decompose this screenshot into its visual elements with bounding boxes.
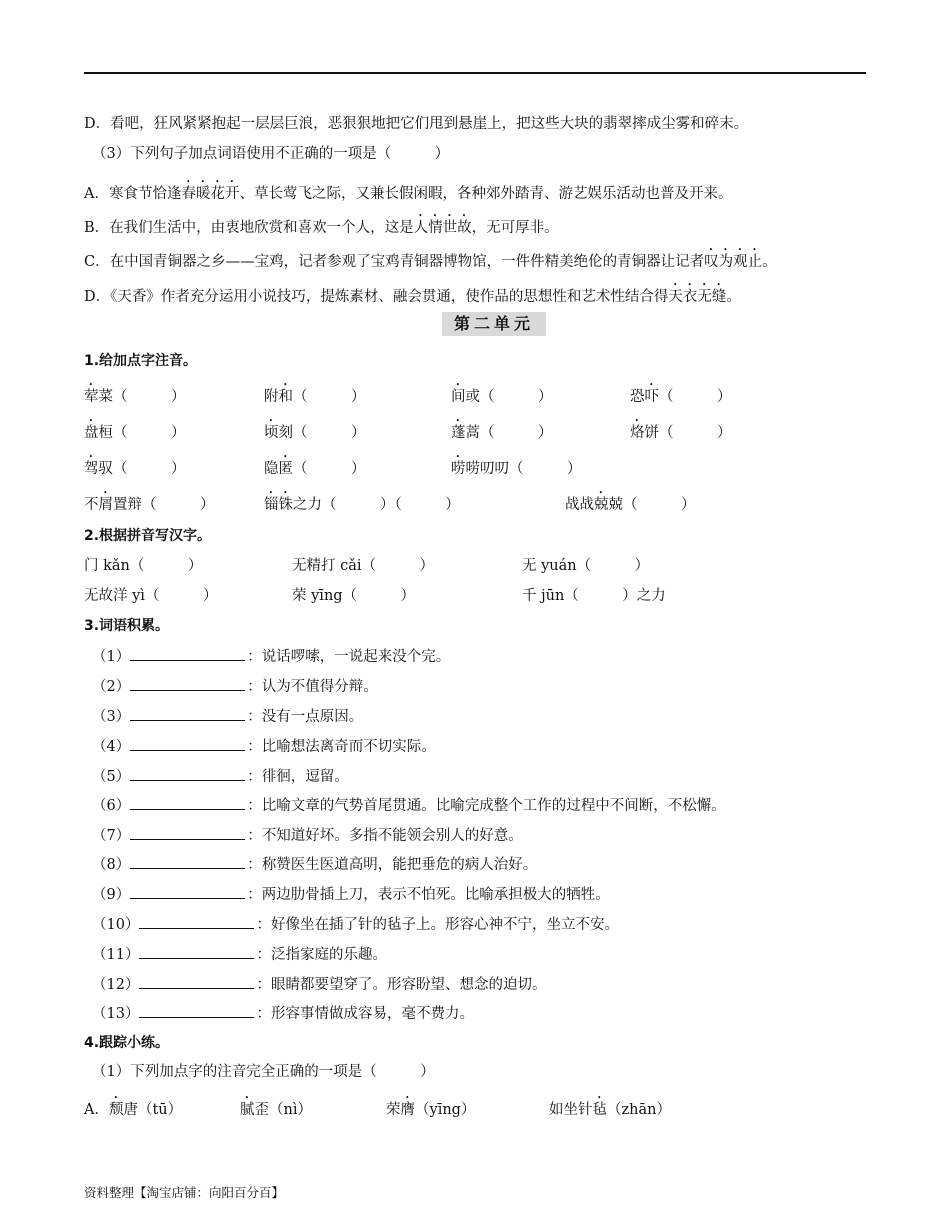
section-4-title: 4.跟踪小练。 [84,1035,170,1051]
pinyin-item: 附和（ ） [264,389,366,405]
practice-option: A．颓唐（tū） [84,1102,183,1118]
vocab-item: （3） ：没有一点原因。 [92,706,363,727]
footer-note: 资料整理【淘宝店铺：向阳百分百】 [84,1185,285,1200]
pinyin-item: 蓬蒿（ ） [451,425,553,441]
practice-question-1: （1）下列加点字的注音完全正确的一项是（ ） [92,1064,435,1080]
vocab-item: （11） ：泛指家庭的乐趣。 [92,944,387,965]
option-b: B．在我们生活中，由衷地欣赏和喜欢一个人，这是人情世故，无可厚非。 [84,220,559,236]
vocab-item: （4） ：比喻想法离奇而不切实际。 [92,736,436,757]
write-char-item: 无精打 cǎi（ ） [292,558,435,574]
section-1-title: 1.给加点字注音。 [84,353,198,369]
pinyin-item: 顷刻（ ） [264,425,366,441]
pinyin-item: 荤菜（ ） [84,389,186,405]
pinyin-item: 唠唠叨叨（ ） [451,461,582,477]
header-rule [84,72,866,74]
vocab-item: （9） ：两边肋骨插上刀，表示不怕死。比喻承担极大的牺牲。 [92,884,610,905]
vocab-item: （12） ：眼睛都要望穿了。形容盼望、想念的迫切。 [92,974,546,995]
pinyin-item: 驾驭（ ） [84,461,186,477]
unit-title: 第二单元 [442,312,546,336]
practice-option: 荣膺（yīng） [386,1102,476,1118]
vocab-item: （8） ：称赞医生医道高明，能把垂危的病人治好。 [92,854,537,875]
pinyin-item: 战战兢兢（ ） [565,497,696,513]
pinyin-item: 间或（ ） [451,389,553,405]
vocab-item: （10） ：好像坐在插了针的毡子上。形容心神不宁，坐立不安。 [92,914,619,935]
practice-option: 如坐针毡（zhān） [549,1102,671,1118]
write-char-item: 门 kǎn（ ） [84,558,203,574]
option-c: C．在中国青铜器之乡——宝鸡，记者参观了宝鸡青铜器博物馆，一件件精美绝伦的青铜器让记者叹为观止。 [84,254,777,270]
pinyin-item: 恐吓（ ） [630,389,732,405]
option-d-text: D．看吧，狂风紧紧抱起一层层巨浪，恶狠狠地把它们甩到悬崖上，把这些大块的翡翠摔成尘雾和碎末。 [84,116,749,132]
section-2-title: 2.根据拼音写汉字。 [84,528,212,544]
vocab-item: （5） ：徘徊，逗留。 [92,766,349,787]
practice-option: 腻歪（nì） [240,1102,312,1118]
option-a: A．寒食节恰逢春暖花开、草长莺飞之际，又兼长假闲暇，各种郊外踏青、游艺娱乐活动也普及开来。 [84,186,733,202]
write-char-item: 无 yuán（ ） [522,558,650,574]
question-3-stem: （3）下列句子加点词语使用不正确的一项是（ ） [92,146,450,162]
vocab-item: （1） ：说话啰嗦，一说起来没个完。 [92,646,450,667]
pinyin-item: 盘桓（ ） [84,425,186,441]
write-char-item: 荣 yīng（ ） [292,588,416,604]
pinyin-item: 锱铢之力（ ）（ ） [264,497,460,513]
vocab-item: （6） ：比喻文章的气势首尾贯通。比喻完成整个工作的过程中不间断，不松懈。 [92,795,726,816]
write-char-item: 千 jūn（ ）之力 [522,588,666,604]
pinyin-item: 烙饼（ ） [630,425,732,441]
section-3-title: 3.词语积累。 [84,618,170,634]
vocab-item: （13） ：形容事情做成容易，毫不费力。 [92,1003,474,1024]
write-char-item: 无故洋 yì（ ） [84,588,218,604]
pinyin-item: 隐匿（ ） [264,461,366,477]
vocab-item: （2） ：认为不值得分辩。 [92,676,378,697]
option-d-usage: D．《天香》作者充分运用小说技巧，提炼素材、融会贯通，使作品的思想性和艺术性结合得天衣无缝。 [84,289,741,305]
vocab-item: （7） ：不知道好坏。多指不能领会别人的好意。 [92,825,523,846]
pinyin-item: 不屑置辩（ ） [84,497,215,513]
